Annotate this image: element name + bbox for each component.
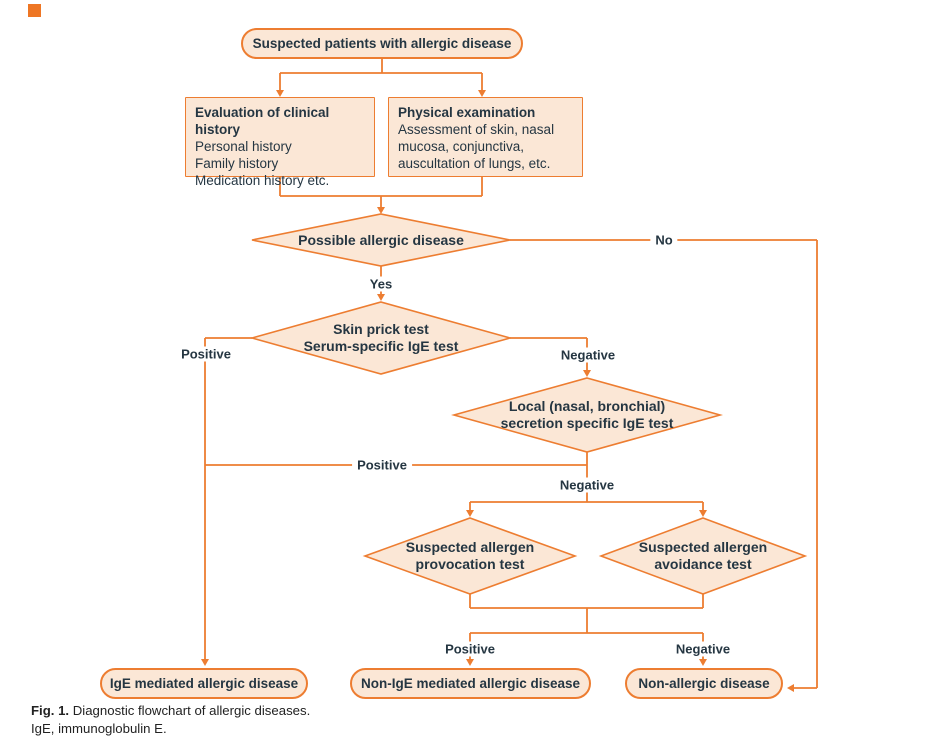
outcome-non-allergic	[625, 668, 783, 699]
diamond-local-secretion-text	[454, 397, 720, 433]
edge-label-negative-final: Negative	[671, 642, 735, 657]
diamond-text-line: secretion specific IgE test	[500, 415, 674, 431]
start-node	[241, 28, 523, 59]
physical-exam-line: mucosa, conjunctiva,	[398, 139, 525, 154]
diamond-text-line: Serum-specific IgE test	[303, 338, 459, 354]
edge-label-yes: Yes	[365, 277, 397, 292]
diamond-provocation-text	[365, 538, 575, 574]
start-node-label: Suspected patients with allergic disease	[252, 36, 512, 51]
clinical-history-box	[185, 97, 375, 188]
edge-label-no: No	[650, 233, 677, 248]
diamond-avoidance-text	[601, 538, 805, 574]
diamond-text-line: Local (nasal, bronchial)	[508, 398, 666, 414]
edge-label-positive-local: Positive	[352, 458, 412, 473]
diamond-text-line: Possible allergic disease	[298, 231, 464, 248]
edge-label-positive-skin: Positive	[176, 347, 236, 362]
caption-figure-number: Fig. 1.	[31, 703, 70, 718]
edge-label-negative-local: Negative	[555, 478, 619, 493]
outcome-non-ige-label: Non-IgE mediated allergic disease	[360, 676, 581, 691]
outcome-ige-label: IgE mediated allergic disease	[109, 676, 299, 691]
physical-exam-line: Assessment of skin, nasal	[398, 122, 555, 137]
clinical-history-line: Family history	[195, 156, 279, 171]
physical-exam-line: auscultation of lungs, etc.	[398, 156, 551, 171]
figure-caption	[31, 702, 310, 738]
outcome-non-ige-mediated	[350, 668, 591, 699]
outcome-non-allergic-label: Non-allergic disease	[638, 676, 770, 691]
diamond-text-line: Skin prick test	[333, 321, 429, 337]
diamond-possible-allergic-text	[252, 226, 510, 254]
edge-label-positive-final: Positive	[440, 642, 500, 657]
outcome-ige-mediated	[100, 668, 308, 699]
caption-line-1	[31, 702, 310, 720]
edge-label-negative-skin: Negative	[556, 348, 620, 363]
diamond-text-line: provocation test	[415, 556, 525, 572]
caption-line-2: IgE, immunoglobulin E.	[31, 721, 167, 736]
physical-exam-title: Physical examination	[398, 105, 536, 120]
diamond-skin-prick-text	[252, 320, 510, 356]
clinical-history-title: Evaluation of clinical history	[195, 105, 330, 137]
physical-exam-box	[388, 97, 583, 177]
diamond-text-line: Suspected allergen	[638, 539, 768, 555]
diamond-text-line: avoidance test	[654, 556, 752, 572]
clinical-history-line: Medication history etc.	[195, 173, 330, 188]
diamond-text-line: Suspected allergen	[405, 539, 535, 555]
caption-title: Diagnostic flowchart of allergic diseases.	[69, 703, 311, 718]
clinical-history-line: Personal history	[195, 139, 292, 154]
